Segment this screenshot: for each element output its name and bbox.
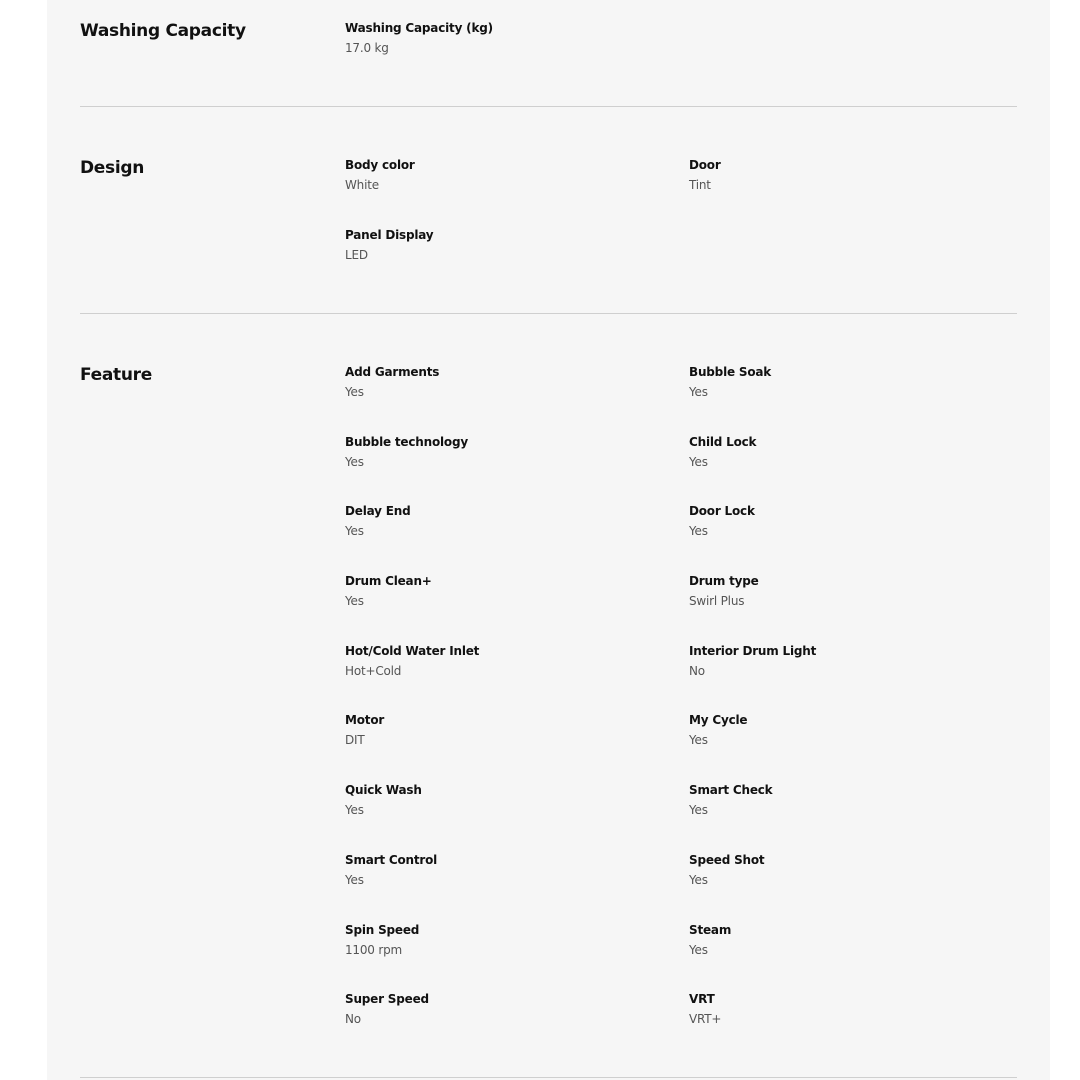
spec-value: DIT	[345, 733, 365, 747]
spec-value: VRT+	[689, 1012, 722, 1026]
spec-name: Body color	[345, 158, 415, 172]
spec-name: Panel Display	[345, 228, 434, 242]
spec-name: Steam	[689, 923, 732, 937]
spec-item	[689, 504, 755, 538]
spec-item	[345, 644, 479, 678]
spec-value: Yes	[345, 873, 364, 887]
spec-value: 17.0 kg	[345, 41, 389, 55]
spec-item	[345, 228, 433, 262]
spec-name: Motor	[345, 713, 385, 727]
spec-item	[345, 783, 422, 817]
spec-name: Bubble Soak	[689, 365, 772, 379]
spec-value: Yes	[689, 455, 708, 469]
section-title: Feature	[80, 365, 152, 385]
spec-item	[689, 992, 721, 1026]
spec-item	[689, 435, 756, 469]
spec-name: Drum Clean+	[345, 574, 432, 588]
section-washing-capacity	[80, 21, 1017, 61]
spec-name: Interior Drum Light	[689, 644, 817, 658]
section-design	[80, 158, 1017, 268]
spec-name: Add Garments	[345, 365, 440, 379]
spec-item	[345, 713, 384, 747]
spec-item	[345, 435, 468, 469]
spec-value: White	[345, 178, 379, 192]
spec-value: Yes	[689, 943, 708, 957]
section-title: Design	[80, 158, 145, 178]
spec-item	[345, 574, 432, 608]
spec-item	[689, 853, 764, 887]
spec-name: Hot/Cold Water Inlet	[345, 644, 480, 658]
section-divider	[80, 1077, 1017, 1078]
spec-item	[689, 713, 747, 747]
spec-item	[345, 923, 419, 957]
spec-name: Delay End	[345, 504, 411, 518]
spec-value: Yes	[345, 385, 364, 399]
section-divider	[80, 106, 1017, 107]
spec-item	[689, 158, 721, 192]
spec-name: Smart Control	[345, 853, 438, 867]
spec-value: Tint	[689, 178, 711, 192]
spec-name: Bubble technology	[345, 435, 468, 449]
spec-name: Smart Check	[689, 783, 773, 797]
spec-name: Child Lock	[689, 435, 757, 449]
spec-value: Yes	[689, 803, 708, 817]
spec-value: No	[345, 1012, 361, 1026]
spec-name: Super Speed	[345, 992, 429, 1006]
spec-value: Yes	[689, 385, 708, 399]
spec-item	[345, 21, 493, 55]
spec-name: Door	[689, 158, 721, 172]
spec-value: Yes	[689, 733, 708, 747]
spec-name: Quick Wash	[345, 783, 422, 797]
spec-name: My Cycle	[689, 713, 748, 727]
spec-name: Spin Speed	[345, 923, 420, 937]
spec-item	[689, 923, 731, 957]
spec-item	[345, 992, 429, 1026]
spec-value: Yes	[345, 594, 364, 608]
spec-value: 1100 rpm	[345, 943, 402, 957]
spec-name: Door Lock	[689, 504, 755, 518]
spec-item	[689, 365, 771, 399]
spec-item	[345, 504, 410, 538]
spec-name: VRT	[689, 992, 715, 1006]
spec-value: No	[689, 664, 705, 678]
spec-value: Yes	[345, 803, 364, 817]
spec-item	[345, 158, 415, 192]
spec-value: Yes	[345, 524, 364, 538]
spec-value: LED	[345, 248, 368, 262]
section-feature	[80, 365, 1017, 1035]
section-title: Washing Capacity	[80, 21, 246, 41]
spec-value: Hot+Cold	[345, 664, 402, 678]
spec-item	[689, 644, 816, 678]
spec-value: Yes	[345, 455, 364, 469]
section-divider	[80, 313, 1017, 314]
spec-item	[689, 574, 759, 608]
spec-name: Drum type	[689, 574, 759, 588]
spec-name: Speed Shot	[689, 853, 765, 867]
spec-value: Swirl Plus	[689, 594, 745, 608]
spec-item	[345, 853, 437, 887]
spec-name: Washing Capacity (kg)	[345, 21, 493, 35]
spec-item	[689, 783, 772, 817]
spec-value: Yes	[689, 873, 708, 887]
spec-item	[345, 365, 439, 399]
spec-value: Yes	[689, 524, 708, 538]
